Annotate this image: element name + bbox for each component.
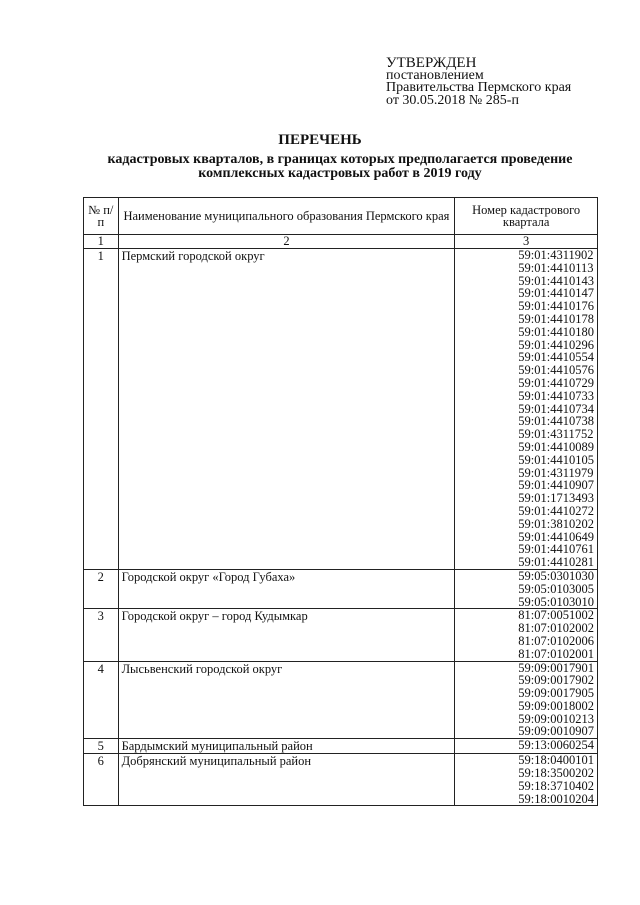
table-header-row — [84, 198, 598, 235]
cadastral-code: 59:01:4410180 — [518, 324, 594, 339]
cadastral-code: 59:09:0010213 — [518, 711, 594, 726]
cadastral-code: 59:01:4410281 — [518, 555, 594, 570]
cadastral-code: 59:01:3810202 — [518, 516, 594, 531]
cadastral-code: 59:01:4410147 — [518, 286, 594, 301]
cadastral-code: 81:07:0102006 — [518, 633, 594, 648]
cadastral-code: 59:18:3710402 — [518, 778, 594, 793]
municipality-name: Городской округ – город Кудымкар — [118, 609, 455, 661]
header-name: Наименование муниципального образования Пермского края — [118, 198, 455, 235]
cadastral-code: 59:01:4410272 — [518, 503, 594, 518]
cadastral-code: 59:18:0400101 — [518, 753, 594, 768]
cadastral-code: 59:01:4410738 — [518, 414, 594, 429]
cadastral-code: 81:07:0051002 — [518, 608, 594, 623]
cadastral-code: 59:09:0010907 — [518, 724, 594, 739]
approval-line: постановлением — [386, 67, 484, 83]
cadastral-code: 59:01:4410554 — [518, 350, 594, 365]
cadastral-code: 59:01:4410296 — [518, 337, 594, 352]
cadastral-code: 59:01:4410576 — [518, 363, 594, 378]
cadastral-code: 59:01:4410733 — [518, 388, 594, 403]
table-row — [84, 249, 598, 570]
subtitle-line: кадастровых кварталов, в границах которых предполагается проведение — [107, 152, 573, 167]
table-row — [84, 609, 598, 661]
cadastral-codes — [455, 661, 598, 739]
row-number: 3 — [84, 609, 119, 661]
cadastral-code: 81:07:0102002 — [518, 621, 594, 636]
cadastral-codes — [455, 249, 598, 570]
subtitle-line: комплексных кадастровых работ в 2019 году — [198, 166, 482, 181]
cadastral-code: 59:13:0060254 — [518, 738, 594, 753]
cadastral-code: 59:05:0103010 — [518, 594, 594, 609]
cadastral-codes — [455, 569, 598, 608]
document-title: ПЕРЕЧЕНЬ — [278, 132, 362, 148]
cadastral-code: 59:01:4410734 — [518, 401, 594, 416]
cadastral-code: 59:01:4311752 — [518, 427, 594, 442]
column-number: 3 — [455, 235, 598, 249]
document-subtitle — [60, 153, 620, 181]
cadastral-code: 59:01:4410113 — [518, 260, 594, 275]
row-number: 1 — [84, 249, 119, 570]
cadastral-codes — [455, 609, 598, 661]
municipality-name: Городской округ «Город Губаха» — [118, 569, 455, 608]
row-number: 6 — [84, 754, 119, 806]
municipality-name: Добрянский муниципальный район — [118, 754, 455, 806]
column-number: 1 — [84, 235, 119, 249]
row-number: 2 — [84, 569, 119, 608]
table-row — [84, 739, 598, 754]
cadastral-code: 59:01:4410176 — [518, 299, 594, 314]
municipality-name: Пермский городской округ — [118, 249, 455, 570]
cadastral-code: 59:09:0017901 — [518, 660, 594, 675]
cadastral-code: 59:01:1713493 — [518, 491, 594, 506]
table-row — [84, 754, 598, 806]
cadastral-code: 59:01:4410907 — [518, 478, 594, 493]
cadastral-code: 59:01:4410105 — [518, 452, 594, 467]
cadastral-code: 59:01:4311979 — [518, 465, 594, 480]
column-number-row — [84, 235, 598, 249]
municipality-name: Бардымский муниципальный район — [118, 739, 455, 754]
cadastral-code: 81:07:0102001 — [518, 646, 594, 661]
cadastral-code: 59:05:0301030 — [518, 568, 594, 583]
cadastral-code: 59:09:0017902 — [518, 673, 594, 688]
cadastral-codes — [455, 739, 598, 754]
cadastral-code: 59:01:4410649 — [518, 529, 594, 544]
municipality-name: Лысьвенский городской округ — [118, 661, 455, 739]
cadastral-code: 59:18:0010204 — [518, 791, 594, 806]
header-num: № п/п — [84, 198, 119, 235]
cadastral-code: 59:01:4311902 — [518, 248, 594, 262]
cadastral-code: 59:01:4410178 — [518, 311, 594, 326]
cadastral-code: 59:09:0017905 — [518, 686, 594, 701]
cadastral-code: 59:01:4410089 — [518, 439, 594, 454]
cadastral-code: 59:09:0018002 — [518, 698, 594, 713]
table-row — [84, 569, 598, 608]
cadastral-code: 59:01:4410143 — [518, 273, 594, 288]
approval-line: Правительства Пермского края — [386, 80, 572, 95]
cadastral-code: 59:18:3500202 — [518, 766, 594, 781]
approval-block — [386, 57, 571, 107]
table-row — [84, 661, 598, 739]
cadastral-code: 59:01:4410729 — [518, 375, 594, 390]
cadastral-codes — [455, 754, 598, 806]
approval-date: от 30.05.2018 № 285-п — [386, 92, 519, 108]
approval-heading: УТВЕРЖДЕН — [386, 55, 477, 71]
column-number: 2 — [118, 235, 455, 249]
cadastral-code: 59:01:4410761 — [518, 542, 594, 557]
header-code: Номер кадастрового квартала — [455, 198, 598, 235]
row-number: 5 — [84, 739, 119, 754]
row-number: 4 — [84, 661, 119, 739]
cadastral-code: 59:05:0103005 — [518, 581, 594, 596]
cadastral-table — [83, 197, 598, 806]
